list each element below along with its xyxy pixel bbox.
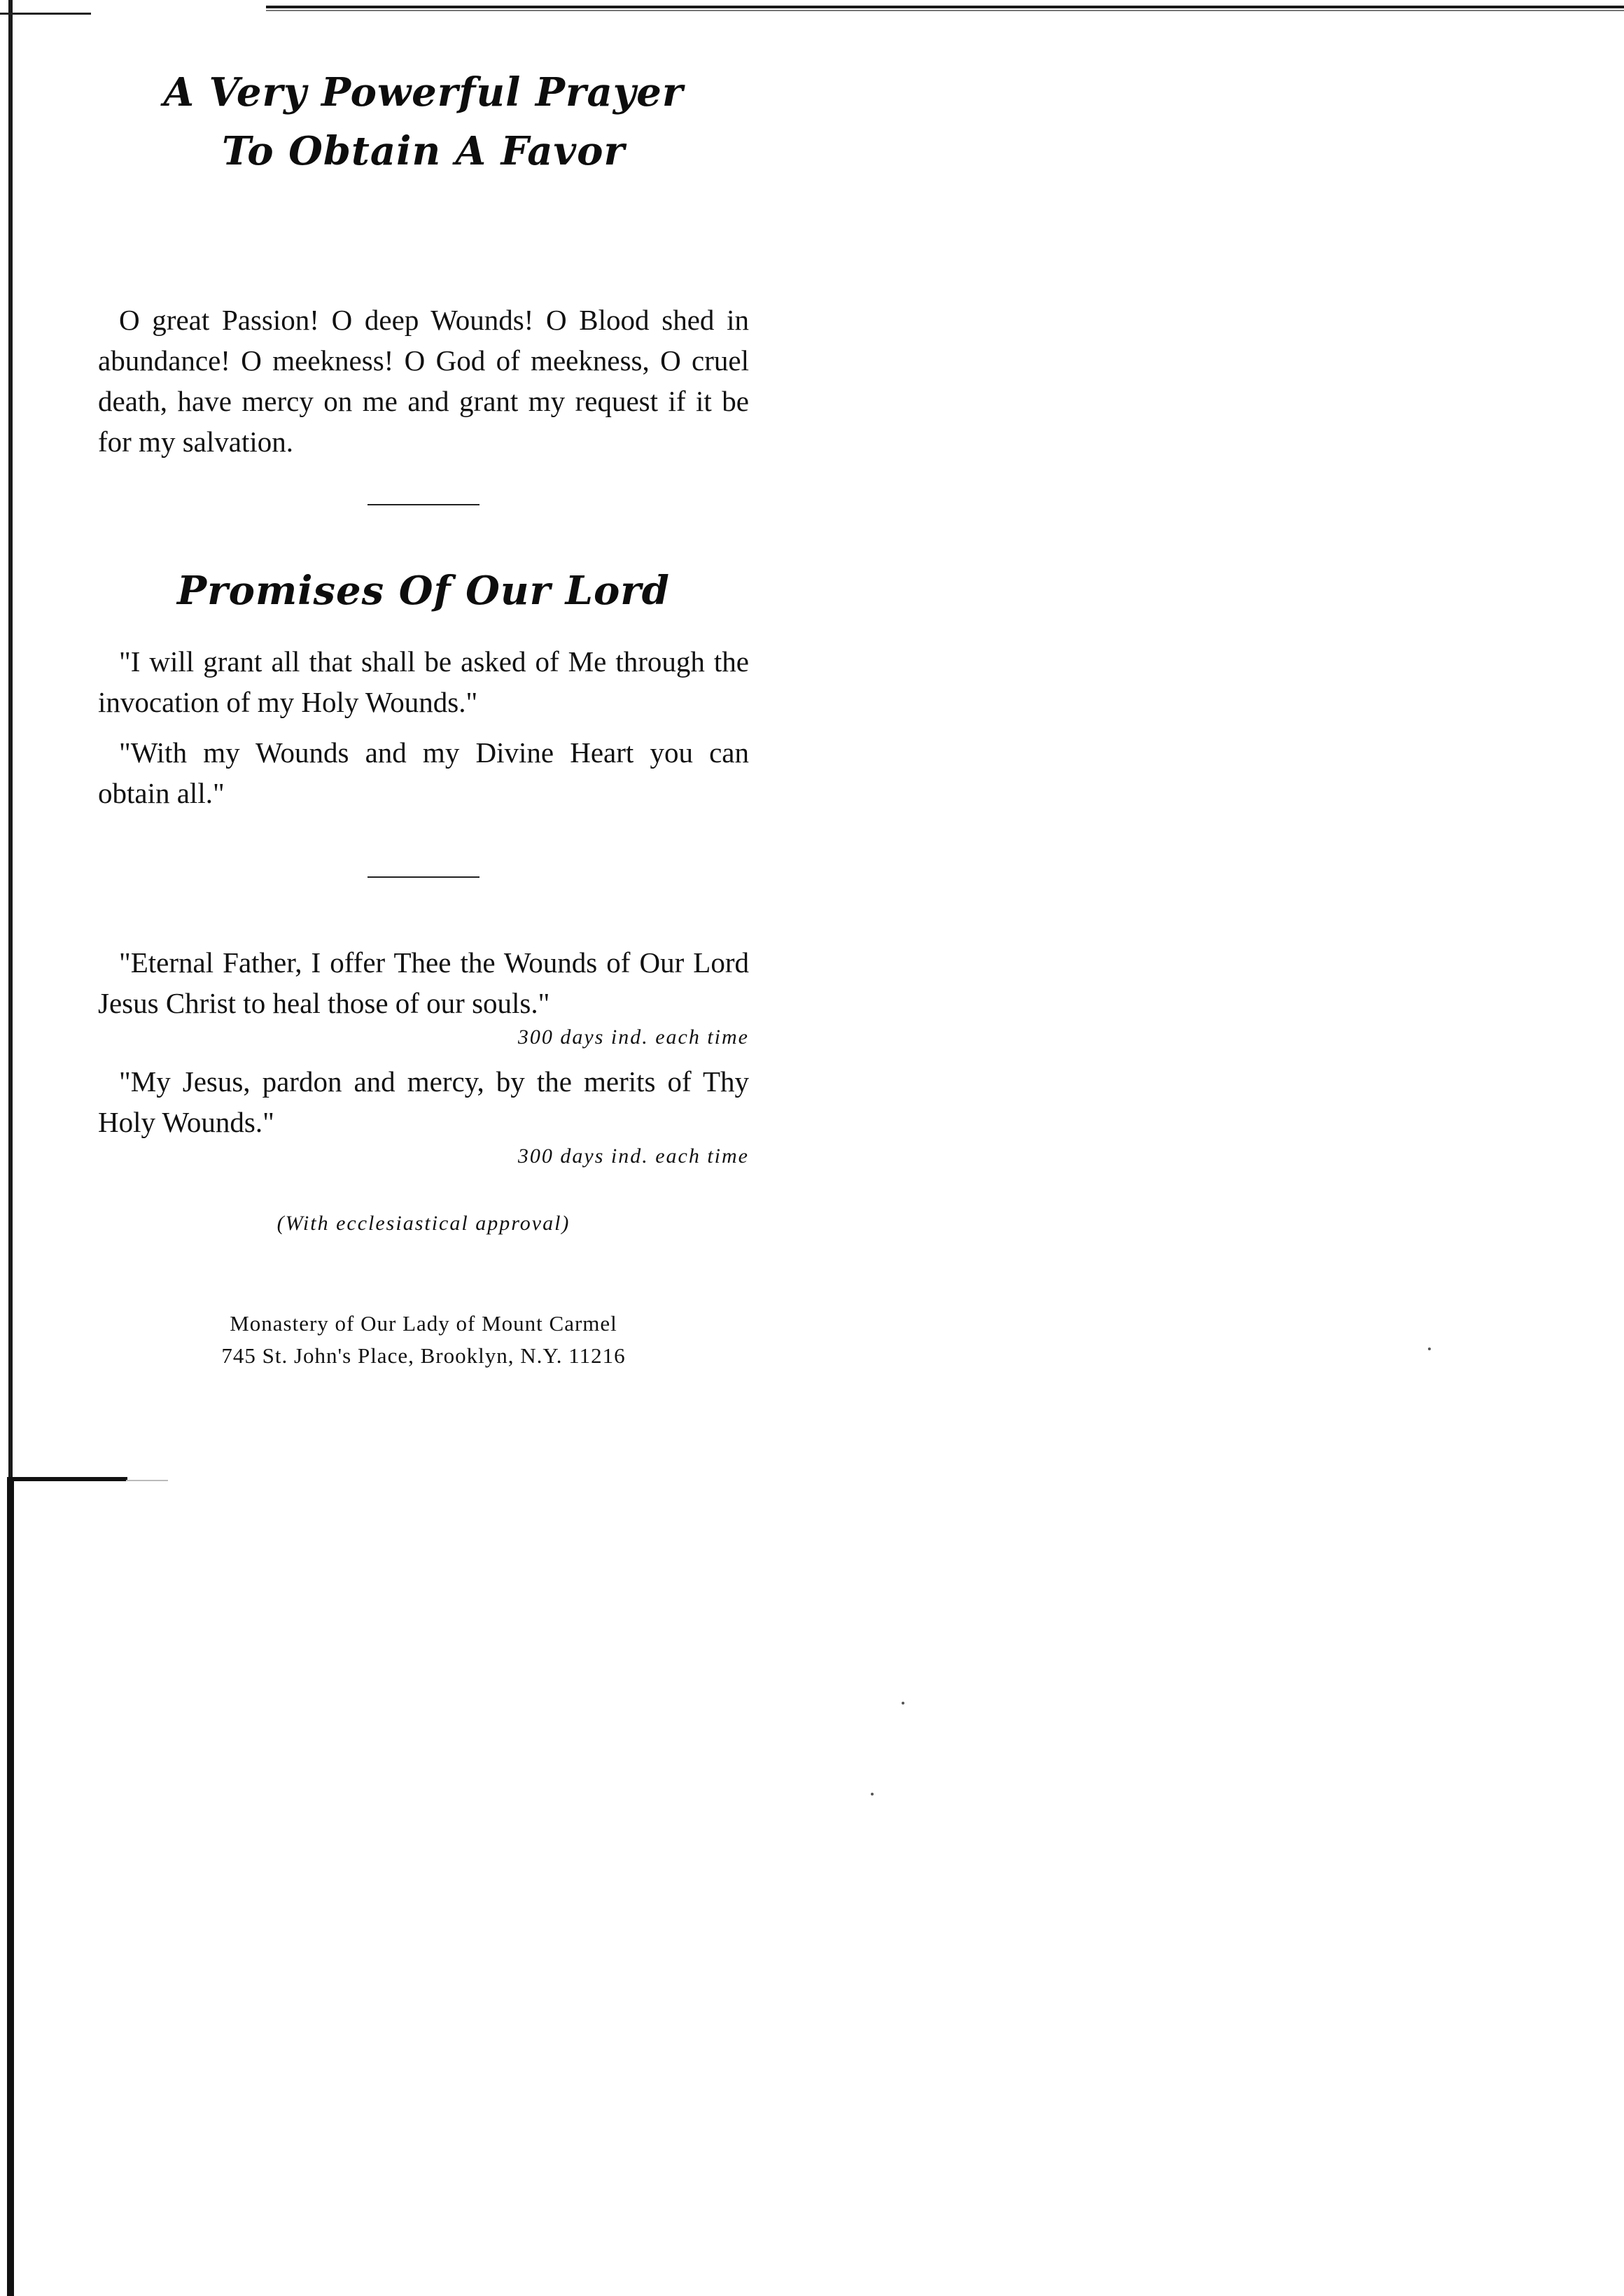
dust-speck xyxy=(871,1793,874,1795)
main-title-line-2: To Obtain A Favor xyxy=(222,128,625,174)
promises-heading: Promises Of Our Lord xyxy=(177,568,670,614)
scan-left-edge-lower xyxy=(7,1477,14,2296)
my-jesus-prayer: "My Jesus, pardon and mercy, by the merits of Thy Holy Wounds." xyxy=(98,1065,749,1138)
scan-top-edge xyxy=(266,6,1624,8)
divider-rule xyxy=(368,504,479,505)
promise-1: "I will grant all that shall be asked of Me through the invocation of my Holy Wounds." xyxy=(98,645,749,718)
scan-notch xyxy=(8,1477,127,1481)
prayer-card xyxy=(98,56,749,1372)
dust-speck xyxy=(902,1702,904,1704)
scan-top-edge-shadow xyxy=(266,10,1624,11)
divider-rule xyxy=(368,876,479,878)
scan-notch-trail xyxy=(126,1480,168,1481)
main-title-line-1: A Very Powerful Prayer xyxy=(163,69,684,115)
approval-note: (With ecclesiastical approval) xyxy=(276,1212,570,1235)
indulgence-note-2: 300 days ind. each time xyxy=(517,1144,749,1168)
promise-2: "With my Wounds and my Divine Heart you can obtain all." xyxy=(98,736,749,809)
dust-speck xyxy=(1428,1348,1431,1350)
address-line-1: Monastery of Our Lady of Mount Carmel xyxy=(230,1311,617,1336)
address-line-2: 745 St. John's Place, Brooklyn, N.Y. 11216 xyxy=(221,1343,626,1368)
eternal-father-prayer: "Eternal Father, I offer Thee the Wounds of Our Lord Jesus Christ to heal those of our souls." xyxy=(98,946,749,1019)
scan-top-edge-left xyxy=(0,13,91,15)
prayer-text: O great Passion! O deep Wounds! O Blood shed in abundance! O meekness! O God of meekness, O cruel death, have mercy on me and grant my request if it be for my salvation. xyxy=(98,304,749,458)
title-block xyxy=(98,63,749,181)
indulgence-note-1: 300 days ind. each time xyxy=(517,1026,749,1049)
